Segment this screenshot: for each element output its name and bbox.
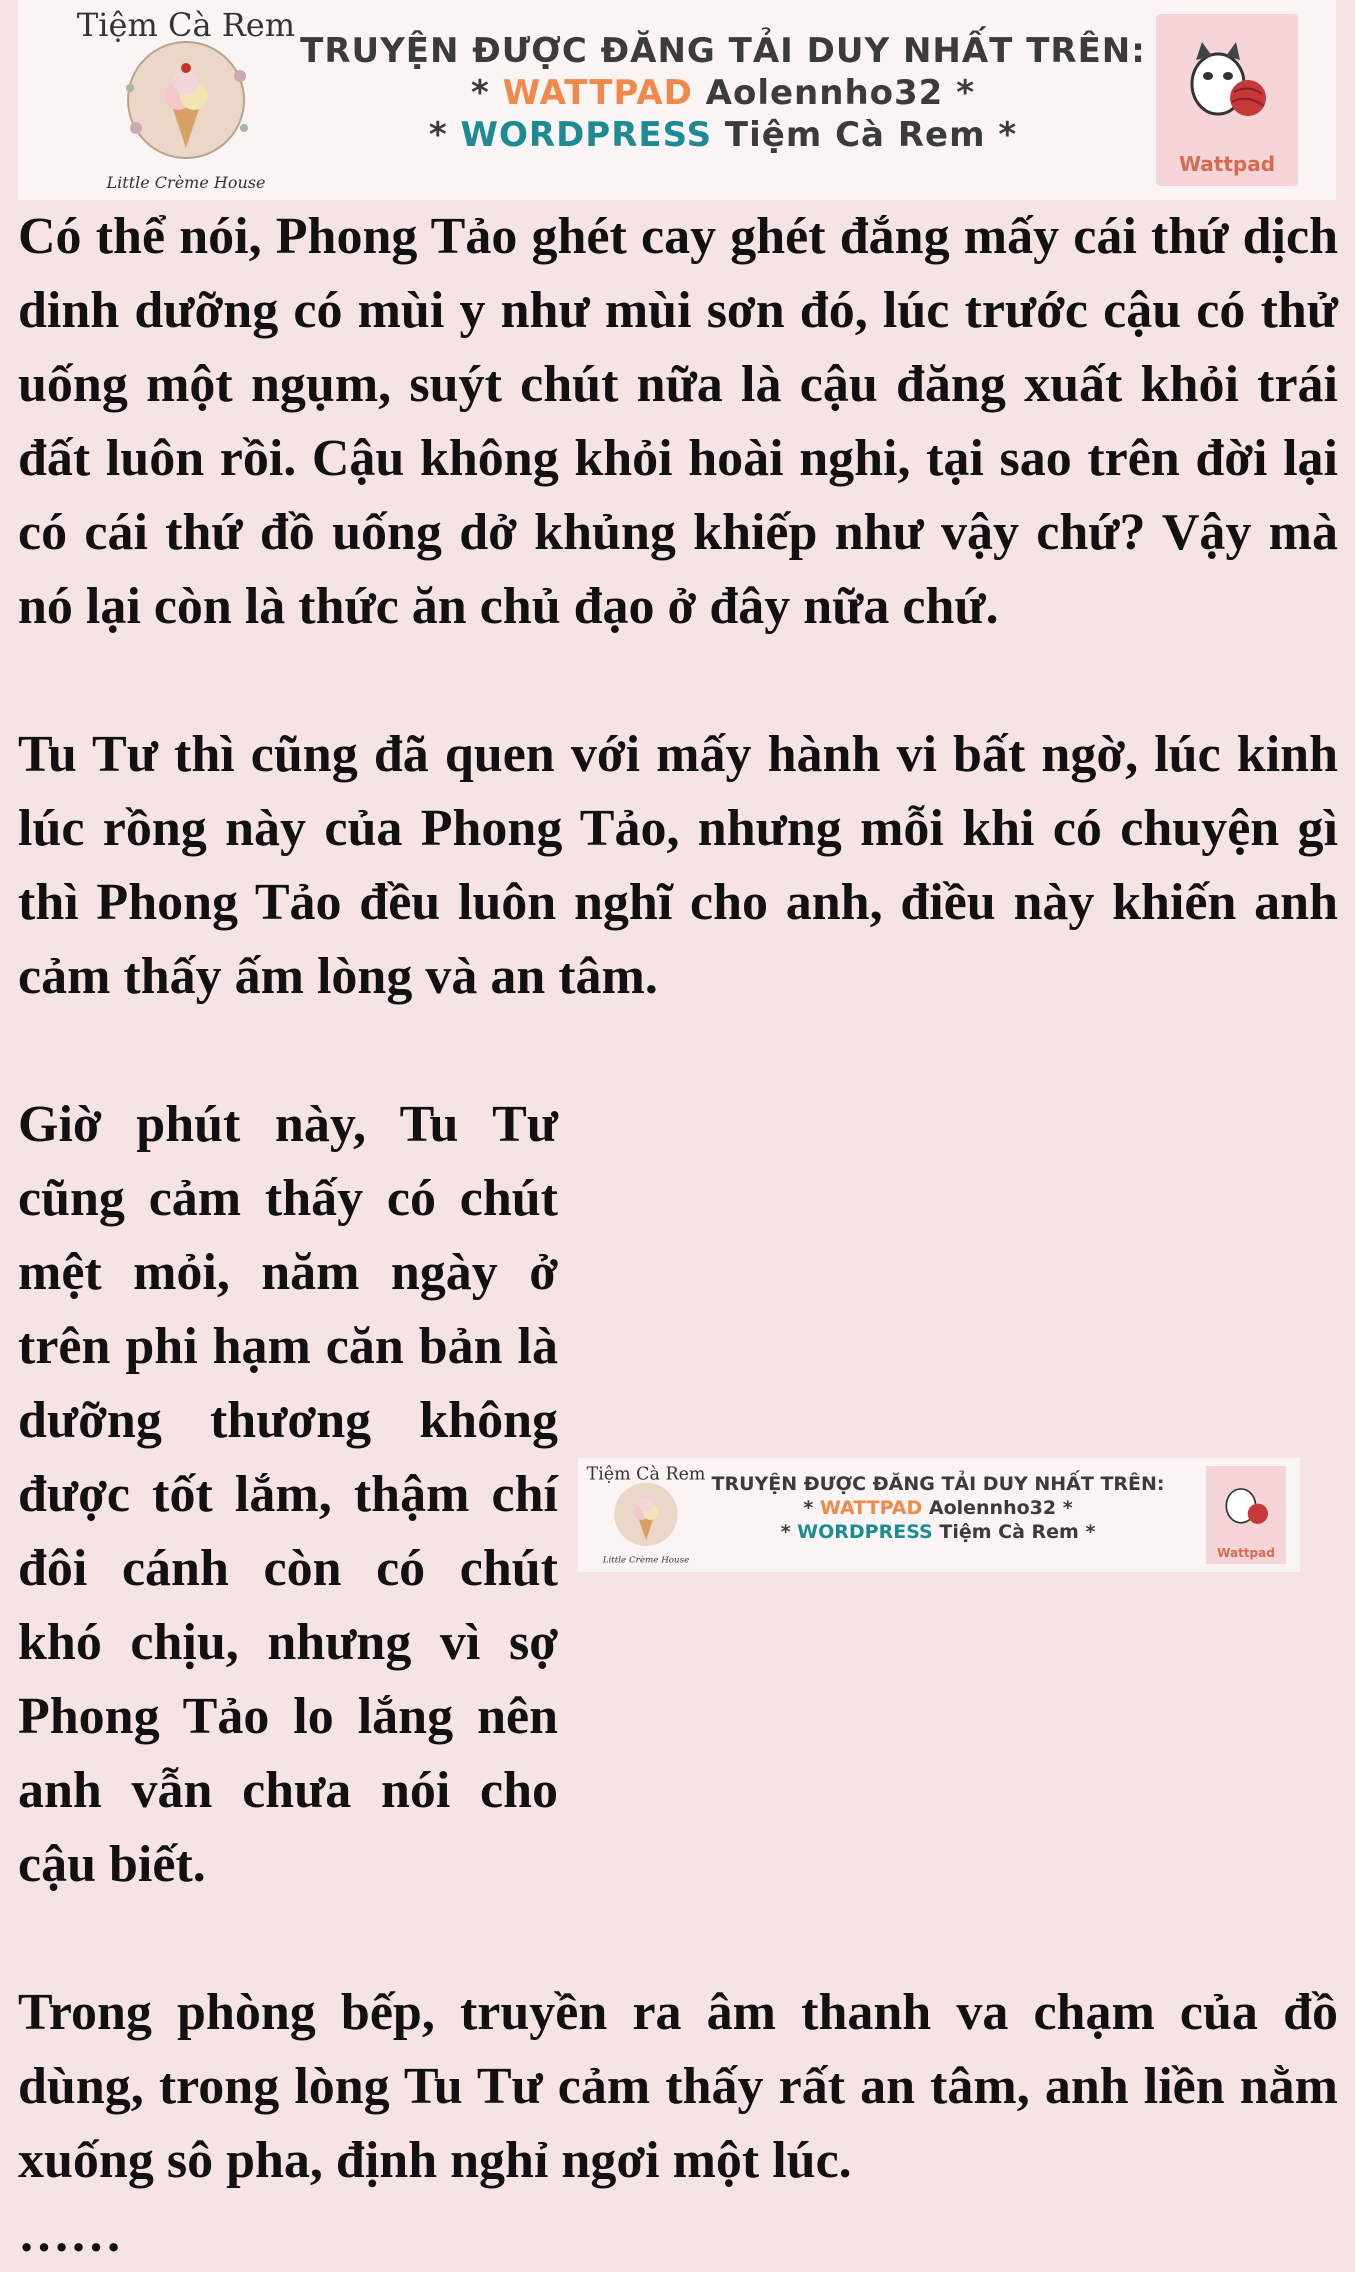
notice-line-wordpress: * WORDPRESS Tiệm Cà Rem * [428,115,1018,155]
cat-with-yarn-icon [1206,1466,1286,1540]
notice-line-wattpad: * WATTPAD Aolennho32 * [471,73,975,113]
paragraph: Giờ phút này, Tu Tư cũng cảm thấy có chút mệt mỏi, năm ngày ở trên phi hạm căn bản là dưỡng thương không được tốt lắm, thậm chí đôi cánh còn có chút khó chịu, nhưng vì sợ Phong Tảo lo lắng nên anh vẫn chưa nói cho cậu biết. [18,1096,558,1893]
wattpad-badge [1156,14,1298,186]
wattpad-badge-small: Wattpad [1206,1466,1286,1564]
publication-notice-small: TRUYỆN ĐƯỢC ĐĂNG TẢI DUY NHẤT TRÊN: * WATTPAD Aolennho32 * * WORDPRESS Tiệm Cà Rem * [711,1473,1165,1543]
paragraph: Tu Tư thì cũng đã quen với mấy hành vi bất ngờ, lúc kinh lúc rồng này của Phong Tảo, nhưng mỗi khi có chuyện gì thì Phong Tảo đều luôn nghĩ cho anh, điều này khiến anh cảm thấy ấm lòng và an tâm. [18,726,1338,1005]
ice-cream-shop-logo-small [586,1460,706,1572]
notice-line-1: TRUYỆN ĐƯỢC ĐĂNG TẢI DUY NHẤT TRÊN: [300,31,1146,71]
wattpad-label: WATTPAD [502,73,693,113]
cat-with-yarn-icon [1156,14,1298,144]
wattpad-badge-caption: Wattpad [1178,152,1276,176]
ice-cream-shop-logo [76,8,296,198]
watermark-banner [18,0,1336,200]
svg-text:Little Crème House: Little Crème House [602,1555,690,1566]
logo-title: Tiệm Cà Rem [76,8,296,44]
svg-text:Tiệm Cà Rem: Tiệm Cà Rem [586,1464,706,1485]
story-text [18,200,1338,2272]
wordpress-label: WORDPRESS [460,115,713,155]
wordpress-site: Tiệm Cà Rem [724,115,986,155]
paragraph: Có thể nói, Phong Tảo ghét cay ghét đắng mấy cái thứ dịch dinh dưỡng có mùi y như mùi sơn đó, lúc trước cậu có thử uống một ngụm, suýt chút nữa là cậu đăng xuất khỏi trái đất luôn rồi. Cậu không khỏi hoài nghi, tại sao trên đời lại có cái thứ đồ uống dở khủng khiếp như vậy chứ? Vậy mà nó lại còn là thức ăn chủ đạo ở đây nữa chứ. [18,208,1338,635]
paragraph: Trong phòng bếp, truyền ra âm thanh va chạm của đồ dùng, trong lòng Tu Tư cảm thấy rất an tâm, anh liền nằm xuống sô pha, định nghỉ ngơi một lúc. [18,1984,1338,2189]
publication-notice [288,30,1158,156]
logo-subtitle: Little Crème House [106,173,266,192]
watermark-banner-small [578,1458,1300,1572]
ellipsis: …… [18,2206,122,2263]
wattpad-user: Aolennho32 [705,73,944,113]
